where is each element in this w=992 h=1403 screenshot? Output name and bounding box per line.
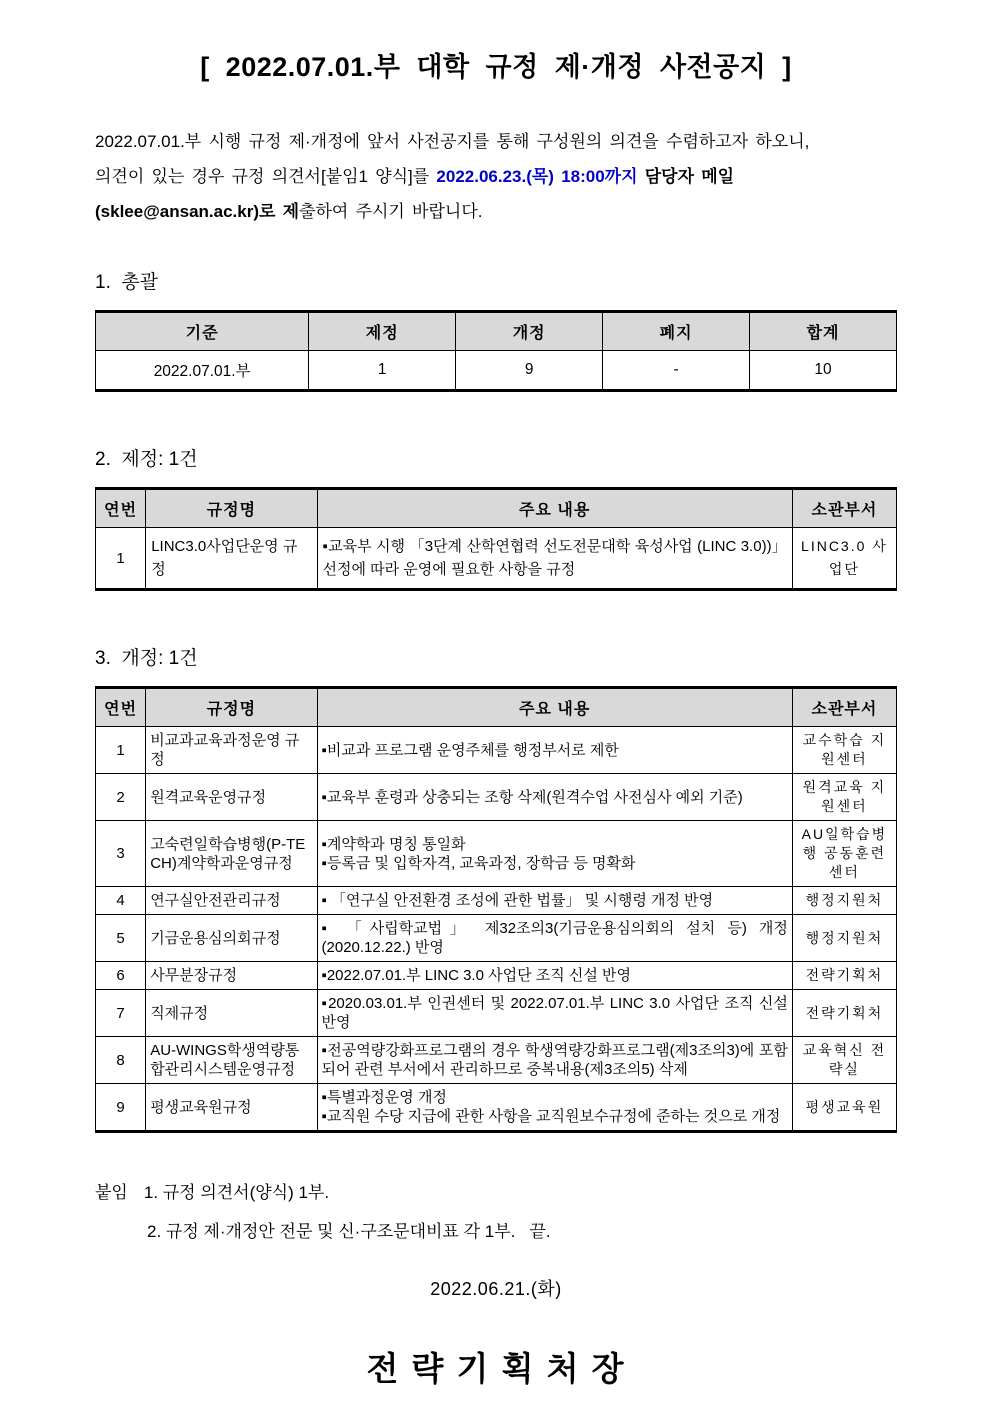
cell: - — [603, 351, 750, 391]
table-row — [96, 1037, 897, 1084]
cell-regulation-name: AU-WINGS학생역량통합관리시스템운영규정 — [146, 1037, 317, 1084]
column-header: 주요 내용 — [317, 489, 792, 528]
amendment-table — [95, 686, 897, 1133]
cell-main-content — [317, 915, 792, 962]
signature-title: 전 략 기 획 처 장 — [366, 1350, 626, 1387]
column-header: 제정 — [309, 312, 456, 351]
section-enactment-heading: 2. 제정: 1건 — [95, 449, 198, 470]
bullet-item: ▪교육부 훈령과 상충되는 조항 삭제(원격수업 사전심사 예외 기준) — [321, 788, 743, 806]
cell-number: 1 — [96, 528, 146, 590]
cell-regulation-name: 비교과교육과정운영 규정 — [146, 727, 317, 774]
attachments-label: 붙임 — [95, 1183, 128, 1202]
bullet-item: ▪비교과 프로그램 운영주체를 행정부서로 제한 — [321, 741, 619, 759]
bullet-item: ▪등록금 및 입학자격, 교육과정, 장학금 등 명확화 — [321, 854, 636, 872]
cell-number: 3 — [96, 821, 146, 887]
table-row — [96, 774, 897, 821]
cell-regulation-name: 연구실안전관리규정 — [146, 887, 317, 915]
cell-main-content — [317, 990, 792, 1037]
bullet-item: ▪계약학과 명칭 통일화 — [321, 835, 466, 853]
cell-number: 5 — [96, 915, 146, 962]
cell: 10 — [750, 351, 897, 391]
cell-number: 4 — [96, 887, 146, 915]
intro-email-text: (sklee@ansan.ac.kr)로 제 — [95, 202, 300, 221]
bullet-item: ▪2020.03.01.부 인권센터 및 2022.07.01.부 LINC 3.0 사업단 조직 신설 반영 — [321, 995, 788, 1031]
cell-department: 원격교육 지원센터 — [792, 774, 896, 821]
attachments — [95, 1173, 897, 1251]
bullet-item: ▪특별과정운영 개정 — [321, 1089, 447, 1106]
cell-main-content — [317, 1084, 792, 1132]
cell-number: 6 — [96, 962, 146, 990]
cell-main-content — [317, 821, 792, 887]
table-row — [96, 1084, 897, 1132]
column-header: 소관부서 — [792, 489, 896, 528]
cell-department: 행정지원처 — [792, 915, 896, 962]
intro-contact-label: 담당자 메일 — [637, 167, 735, 186]
summary-table — [95, 310, 897, 392]
cell-regulation-name: 사무분장규정 — [146, 962, 317, 990]
intro-line3-rest: 출하여 주시기 바랍니다. — [299, 202, 483, 221]
table-row — [96, 887, 897, 915]
intro-deadline: 2022.06.23.(목) 18:00까지 — [436, 167, 638, 186]
attachment-item-2: 2. 규정 제·개정안 전문 및 신·구조문대비표 각 1부. 끝. — [147, 1222, 551, 1241]
cell-department: 교수학습 지원센터 — [792, 727, 896, 774]
column-header: 합계 — [750, 312, 897, 351]
cell-department: AU일학습병행 공동훈련센터 — [792, 821, 896, 887]
attachment-line-1 — [95, 1173, 897, 1212]
bullet-item: ▪전공역량강화프로그램의 경우 학생역량강화프로그램(제3조의3)에 포함되어 관련 부서에서 관리하므로 중복내용(제3조의5) 삭제 — [321, 1042, 788, 1078]
enactment-table — [95, 487, 897, 591]
cell-regulation-name: LINC3.0사업단운영 규정 — [146, 528, 317, 590]
cell-main-content — [317, 1037, 792, 1084]
table-row — [96, 915, 897, 962]
cell-main-content — [317, 774, 792, 821]
cell-regulation-name: 평생교육원규정 — [146, 1084, 317, 1132]
bullet-item: ▪2022.07.01.부 LINC 3.0 사업단 조직 신설 반영 — [321, 967, 632, 984]
cell-department: 전략기획처 — [792, 990, 896, 1037]
cell: 9 — [456, 351, 603, 391]
column-header: 개정 — [456, 312, 603, 351]
intro-line1: 2022.07.01.부 시행 규정 제·개정에 앞서 사전공지를 통해 구성원의 의견을 수렴하고자 하오니, — [95, 132, 810, 151]
intro-paragraph — [95, 124, 897, 229]
intro-line2-text: 의견이 있는 경우 규정 의견서[붙임1 양식]를 — [95, 167, 437, 186]
table-row — [96, 351, 897, 391]
table-header-row — [96, 489, 897, 528]
table-row — [96, 821, 897, 887]
cell: 1 — [309, 351, 456, 391]
column-header: 규정명 — [146, 688, 317, 727]
table-row — [96, 528, 897, 590]
cell-main-content — [317, 528, 792, 590]
cell-main-content — [317, 887, 792, 915]
table-row — [96, 990, 897, 1037]
cell-department: 전략기획처 — [792, 962, 896, 990]
cell-number: 7 — [96, 990, 146, 1037]
bullet-item: ▪ 「연구실 안전환경 조성에 관한 법률」 및 시행령 개정 반영 — [321, 892, 714, 909]
column-header: 규정명 — [146, 489, 317, 528]
cell-number: 8 — [96, 1037, 146, 1084]
column-header: 폐지 — [603, 312, 750, 351]
cell-regulation-name: 기금운용심의회규정 — [146, 915, 317, 962]
table-row — [96, 962, 897, 990]
cell-number: 9 — [96, 1084, 146, 1132]
cell-main-content — [317, 962, 792, 990]
bullet-item: ▪ 「사립학교법」 제32조의3(기금운용심의회의 설치 등) 개정 (2020.12.22.) 반영 — [321, 920, 788, 956]
column-header: 소관부서 — [792, 688, 896, 727]
attachment-item-1: 1. 규정 의견서(양식) 1부. — [143, 1183, 330, 1202]
cell-main-content — [317, 727, 792, 774]
cell-number: 2 — [96, 774, 146, 821]
table-header-row — [96, 312, 897, 351]
section-summary-heading: 1. 총괄 — [95, 272, 159, 293]
column-header: 연번 — [96, 688, 146, 727]
cell-number: 1 — [96, 727, 146, 774]
cell-department: 교육혁신 전략실 — [792, 1037, 896, 1084]
cell-regulation-name: 원격교육운영규정 — [146, 774, 317, 821]
cell-regulation-name: 고숙련일학습병행(P-TECH)계약학과운영규정 — [146, 821, 317, 887]
column-header: 기준 — [96, 312, 309, 351]
cell-department: 행정지원처 — [792, 887, 896, 915]
cell-regulation-name: 직제규정 — [146, 990, 317, 1037]
bullet-item: ▪교육부 시행 「3단계 산학연협력 선도전문대학 육성사업 (LINC 3.0))」 선정에 따라 운영에 필요한 사항을 규정 — [322, 538, 787, 578]
cell: 2022.07.01.부 — [96, 351, 309, 391]
section-amendment-heading: 3. 개정: 1건 — [95, 648, 198, 669]
bullet-item: ▪교직원 수당 지급에 관한 사항을 교직원보수규정에 준하는 것으로 개정 — [321, 1108, 781, 1125]
table-header-row — [96, 688, 897, 727]
column-header: 주요 내용 — [317, 688, 792, 727]
cell-department: 평생교육원 — [792, 1084, 896, 1132]
column-header: 연번 — [96, 489, 146, 528]
table-row — [96, 727, 897, 774]
page-title: [ 2022.07.01.부 대학 규정 제·개정 사전공지 ] — [200, 52, 792, 82]
document-date: 2022.06.21.(화) — [430, 1279, 562, 1299]
attachment-line-2 — [95, 1212, 897, 1251]
cell-department: LINC3.0 사업단 — [792, 528, 896, 590]
